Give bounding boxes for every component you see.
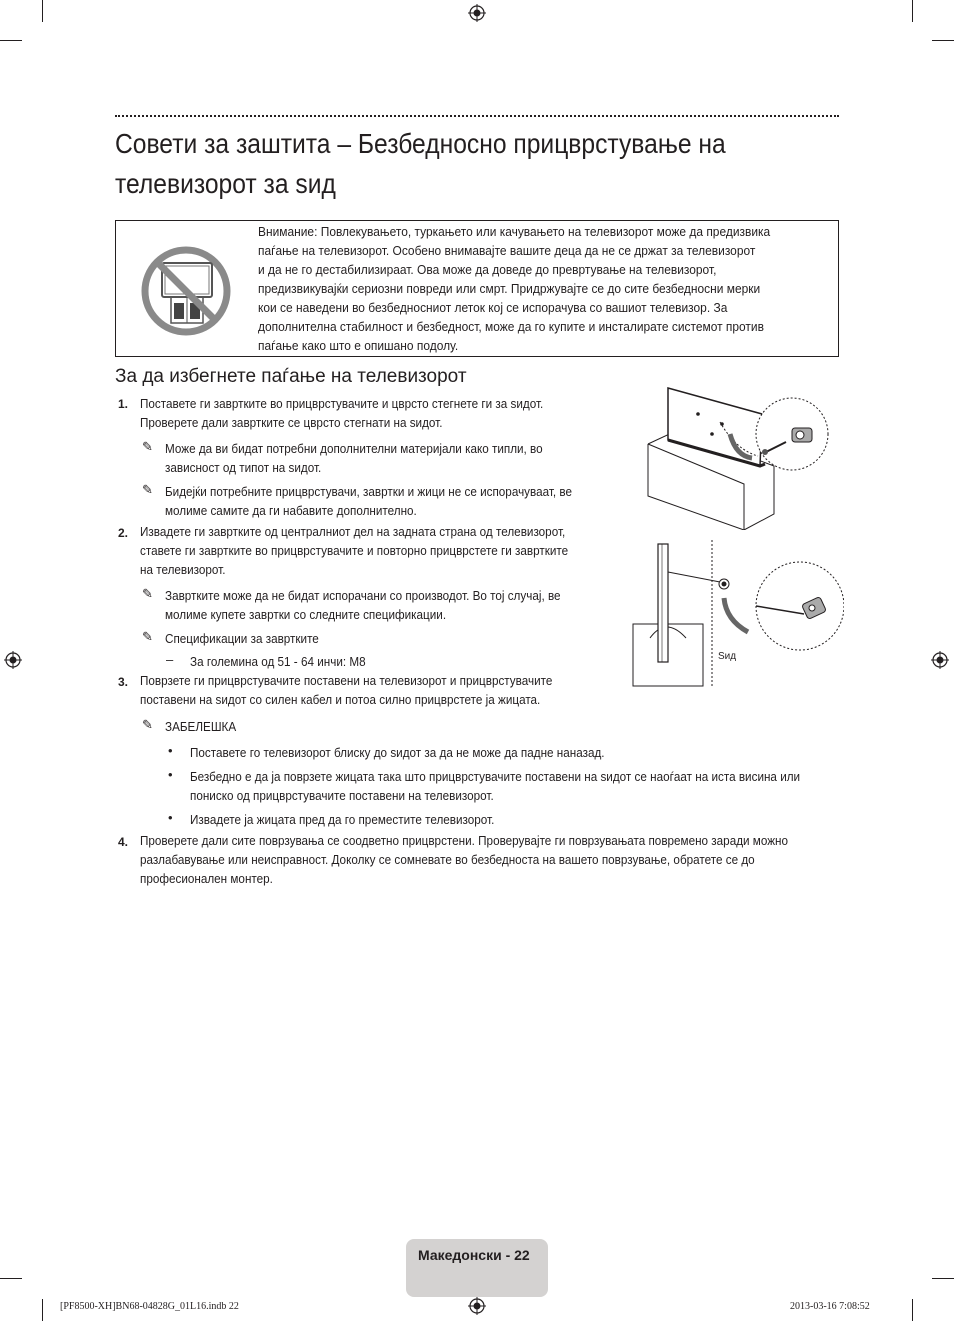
dash-text: За големина од 51 - 64 инчи: M8 (190, 654, 366, 669)
bullet-text: Безбедно е да ја поврзете жицата така што прицврстувачите поставени на ѕидот се наоѓаат на иста висина или (190, 769, 801, 784)
note-text: молиме самите да ги набавите дополнително. (165, 503, 417, 518)
note-text: Бидејќи потребните прицврстувачи, завртки и жици не се испорачуваат, ве (165, 484, 573, 499)
footer-file-info: [PF8500-XH]BN68-04828G_01L16.indb 22 (60, 1301, 239, 1312)
warning-line: дополнителна стабилност и безбедност, може да го купите и инсталирате системот против (258, 319, 764, 334)
bullet-marker: • (168, 810, 173, 825)
warning-line: паѓање како што е опишано подолу. (258, 338, 459, 353)
registration-mark-icon (4, 651, 22, 669)
dash-marker: – (166, 652, 174, 667)
pencil-note-icon: ✎ (142, 439, 153, 454)
crop-mark (42, 1299, 43, 1321)
title-rule (115, 115, 839, 117)
tv-bracket-illustration (640, 384, 840, 530)
step-number: 1. (118, 397, 129, 411)
warning-line: и да не го дестабилизираат. Ова може да доведе до превртување на телевизорот, (258, 262, 717, 277)
page-number: Македонски - 22 (418, 1247, 530, 1263)
step-number: 2. (118, 526, 129, 540)
note-text: Може да ви бидат потребни дополнителни материјали како типли, во (165, 441, 543, 456)
footer-timestamp: 2013-03-16 ​7:08:52 (790, 1301, 870, 1312)
crop-mark (912, 1299, 913, 1321)
warning-line: паѓање на телевизорот. Особено внимавајте вашите деца да не се држат за телевизорот (258, 243, 756, 258)
page-title (115, 124, 752, 204)
page-title-line: телевизорот за ѕид (115, 168, 336, 199)
wall-anchor-illustration (632, 540, 844, 688)
crop-mark (932, 1278, 954, 1279)
section-heading: За да избегнете паѓање на телевизорот (115, 366, 467, 387)
crop-mark (0, 1278, 22, 1279)
step-number: 4. (118, 835, 129, 849)
step-text: Проверете дали завртките се цврсто стегнати на ѕидот. (140, 415, 443, 430)
warning-text (258, 222, 808, 355)
page-title-line: Совети за заштита – Безбедносно прицврстување на (115, 128, 726, 159)
warning-line: кои се наведени во безбедносниот леток кој се испорачува со вашиот телевизор. За (258, 300, 728, 315)
note-label: ЗАБЕЛЕШКА (165, 719, 237, 734)
wall-label: Ѕид (718, 651, 737, 662)
warning-line: Внимание: Повлекувањето, туркањето или качувањето на телевизорот може да предизвика (258, 224, 771, 239)
step-text: Извадете ги завртките од централниот дел на задната страна од телевизорот, (140, 524, 566, 539)
bullet-marker: • (168, 767, 173, 782)
crop-mark (0, 40, 22, 41)
step-text: Поставете ги завртките во прицврстувачите и цврсто стегнете ги за ѕидот. (140, 396, 544, 411)
note-text: молиме купете завртки со следните спецификации. (165, 607, 447, 622)
no-climbing-icon (140, 245, 232, 337)
bullet-text: пониско од прицврстувачите поставени на телевизорот. (190, 788, 494, 803)
registration-mark-icon (468, 1297, 486, 1315)
crop-mark (912, 0, 913, 22)
crop-mark (42, 0, 43, 22)
step-number: 3. (118, 675, 129, 689)
step-text: професионален монтер. (140, 871, 273, 886)
pencil-note-icon: ✎ (142, 629, 153, 644)
bullet-text: Извадете ја жицата пред да го преместите телевизорот. (190, 812, 495, 827)
pencil-note-icon: ✎ (142, 717, 153, 732)
pencil-note-icon: ✎ (142, 482, 153, 497)
step-text: Поврзете ги прицврстувачите поставени на телевизорот и прицврстувачите (140, 673, 553, 688)
registration-mark-icon (931, 651, 949, 669)
bullet-marker: • (168, 743, 173, 758)
crop-mark (932, 40, 954, 41)
step-text: на телевизорот. (140, 562, 226, 577)
registration-mark-icon (468, 4, 486, 22)
note-text: зависност од типот на ѕидот. (165, 460, 322, 475)
step-text: разлабавување или неисправност. Доколку се сомневате во безбедноста на вашето поврзување, обратете се до (140, 852, 755, 867)
warning-line: предизвикувајќи сериозни повреди или смрт. Придржувајте се до сите безбедносни мерки (258, 281, 761, 296)
bullet-text: Поставете го телевизорот блиску до ѕидот за да не може да падне наназад. (190, 745, 605, 760)
note-text: Спецификации за завртките (165, 631, 319, 646)
note-text: Завртките може да не бидат испорачани со производот. Во тој случај, ве (165, 588, 561, 603)
step-text: поставени на ѕидот со силен кабел и потоа силно прицврстете ја жицата. (140, 692, 541, 707)
pencil-note-icon: ✎ (142, 586, 153, 601)
step-text: Проверете дали сите поврзувања се соодветно прицврстени. Проверувајте ги поврзувањата повремено заради можно (140, 833, 789, 848)
step-text: ставете ги завртките во прицврстувачите и повторно прицврстете ги завртките (140, 543, 569, 558)
